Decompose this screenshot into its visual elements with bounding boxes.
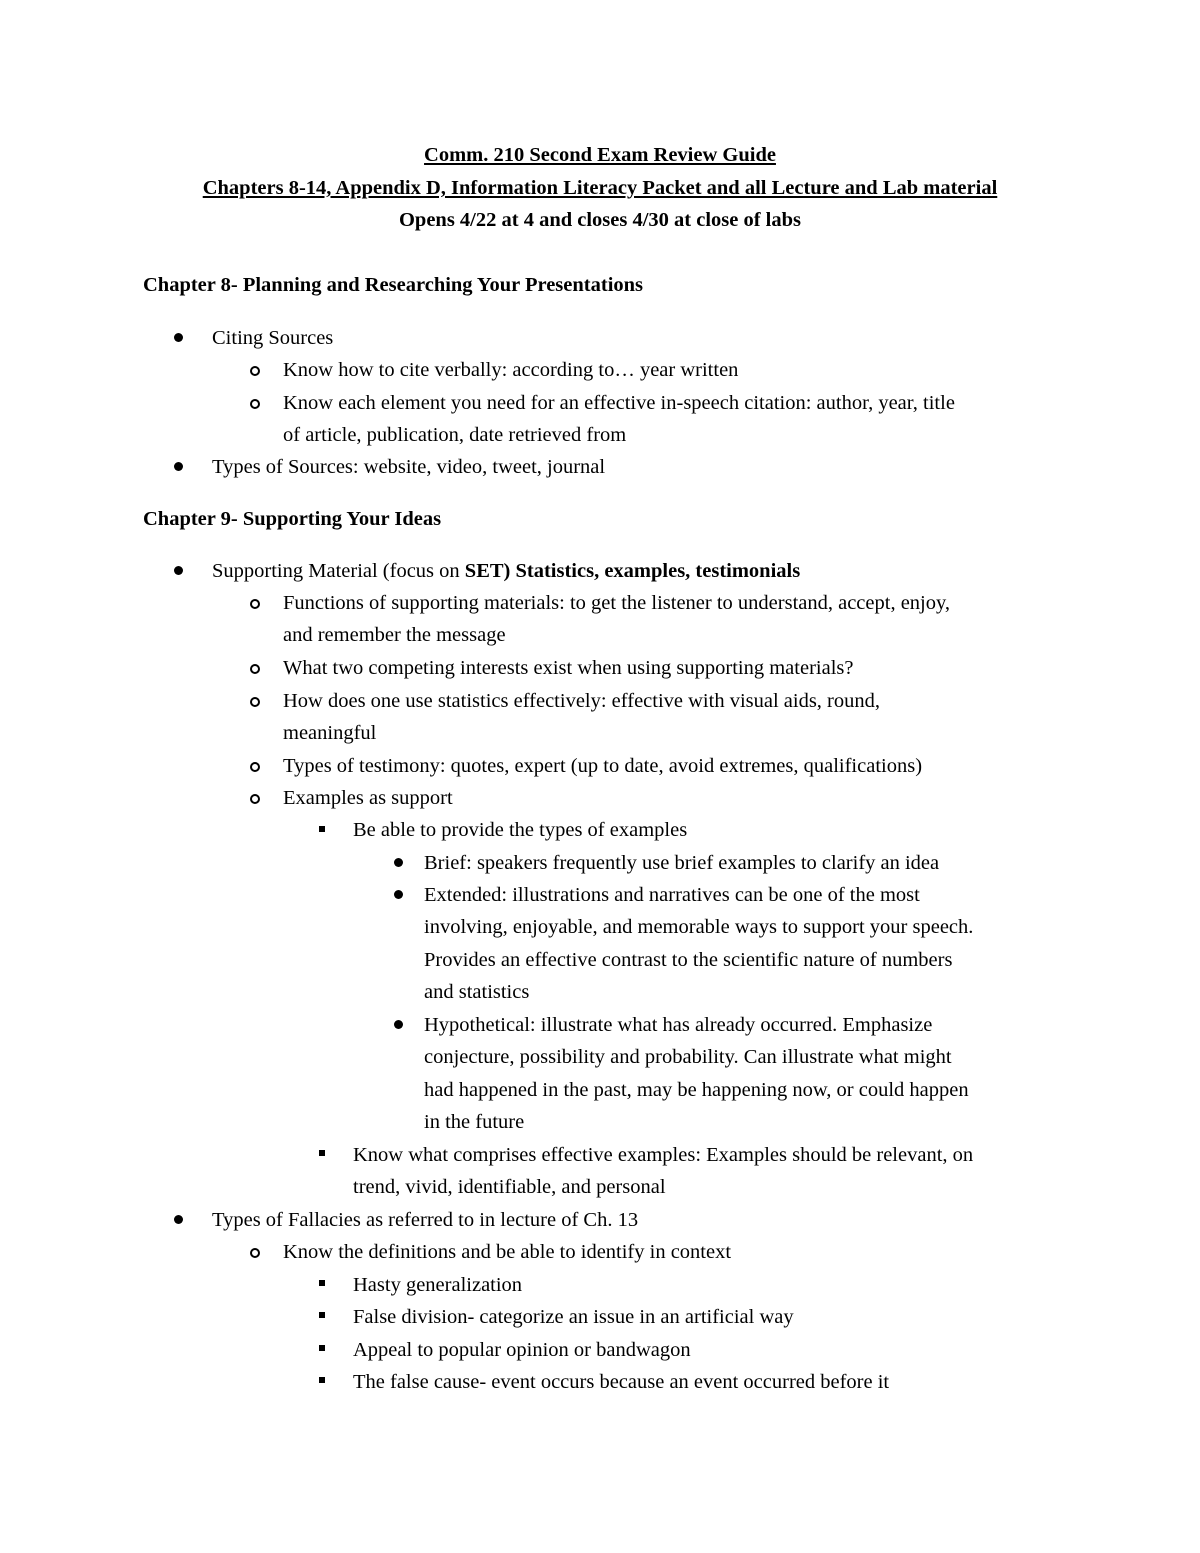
- bullet-dot: [174, 333, 183, 342]
- list-item: Citing Sources: [212, 327, 334, 349]
- bullet-circle: [250, 762, 260, 772]
- document-scope: Chapters 8-14, Appendix D, Information Literacy Packet and all Lecture and Lab material: [202, 177, 998, 199]
- list-item-continuation: involving, enjoyable, and memorable ways to support your speech.: [424, 916, 974, 938]
- bullet-circle: [250, 399, 260, 409]
- bullet-circle: [250, 1248, 260, 1258]
- list-item: Types of Fallacies as referred to in lecture of Ch. 13: [212, 1209, 639, 1231]
- bullet-dot: [174, 462, 183, 471]
- list-item: Hypothetical: illustrate what has already occurred. Emphasize: [424, 1014, 933, 1036]
- list-item-continuation: trend, vivid, identifiable, and personal: [353, 1176, 666, 1198]
- list-item-continuation: in the future: [424, 1111, 525, 1133]
- bullet-dot: [394, 1020, 403, 1029]
- list-item: How does one use statistics effectively: effective with visual aids, round,: [283, 690, 881, 712]
- chapter-9-heading: Chapter 9- Supporting Your Ideas: [143, 508, 442, 530]
- bullet-dot: [394, 890, 403, 899]
- bullet-circle: [250, 599, 260, 609]
- bullet-square: [319, 1150, 325, 1156]
- list-item: Functions of supporting materials: to get the listener to understand, accept, enjoy,: [283, 592, 951, 614]
- list-item: False division- categorize an issue in an artificial way: [353, 1306, 794, 1328]
- bullet-square: [319, 1377, 325, 1383]
- list-item: Know the definitions and be able to identify in context: [283, 1241, 732, 1263]
- list-item: The false cause- event occurs because an event occurred before it: [353, 1371, 890, 1393]
- bullet-circle: [250, 664, 260, 674]
- list-item: Know what comprises effective examples: Examples should be relevant, on: [353, 1144, 974, 1166]
- list-item-continuation: and statistics: [424, 981, 530, 1003]
- list-item: Examples as support: [283, 787, 453, 809]
- list-item: What two competing interests exist when using supporting materials?: [283, 657, 854, 679]
- list-item: Know each element you need for an effective in-speech citation: author, year, title: [283, 392, 955, 414]
- supporting-bold: Statistics, examples, testimonials: [510, 560, 801, 582]
- list-item-continuation: conjecture, possibility and probability. Can illustrate what might: [424, 1046, 952, 1068]
- list-item: Be able to provide the types of examples: [353, 819, 688, 841]
- bullet-square: [319, 1312, 325, 1318]
- bullet-circle: [250, 794, 260, 804]
- chapter-8-heading: Chapter 8- Planning and Researching Your Presentations: [143, 274, 644, 296]
- list-item-continuation: and remember the message: [283, 624, 506, 646]
- list-item-continuation: of article, publication, date retrieved from: [283, 424, 627, 446]
- bullet-dot: [174, 566, 183, 575]
- list-item-continuation: meaningful: [283, 722, 377, 744]
- bullet-circle: [250, 366, 260, 376]
- list-item: Hasty generalization: [353, 1274, 523, 1296]
- bullet-circle: [250, 697, 260, 707]
- bullet-square: [319, 1280, 325, 1286]
- list-item: Brief: speakers frequently use brief examples to clarify an idea: [424, 852, 940, 874]
- bullet-dot: [394, 858, 403, 867]
- list-item: Appeal to popular opinion or bandwagon: [353, 1339, 691, 1361]
- list-item: Types of testimony: quotes, expert (up to date, avoid extremes, qualifications): [283, 755, 923, 777]
- list-item-continuation: had happened in the past, may be happening now, or could happen: [424, 1079, 969, 1101]
- list-item: Extended: illustrations and narratives can be one of the most: [424, 884, 920, 906]
- bullet-square: [319, 826, 325, 832]
- list-item: Types of Sources: website, video, tweet, journal: [212, 456, 606, 478]
- bullet-square: [319, 1345, 325, 1351]
- list-item: Know how to cite verbally: according to… year written: [283, 359, 739, 381]
- list-item-continuation: Provides an effective contrast to the scientific nature of numbers: [424, 949, 953, 971]
- document-title: Comm. 210 Second Exam Review Guide: [424, 144, 776, 166]
- supporting-set: SET): [464, 560, 511, 582]
- bullet-dot: [174, 1215, 183, 1224]
- supporting-prefix: Supporting Material (focus on: [212, 560, 465, 582]
- document-dates: Opens 4/22 at 4 and closes 4/30 at close of labs: [398, 209, 802, 231]
- list-item: [212, 559, 800, 583]
